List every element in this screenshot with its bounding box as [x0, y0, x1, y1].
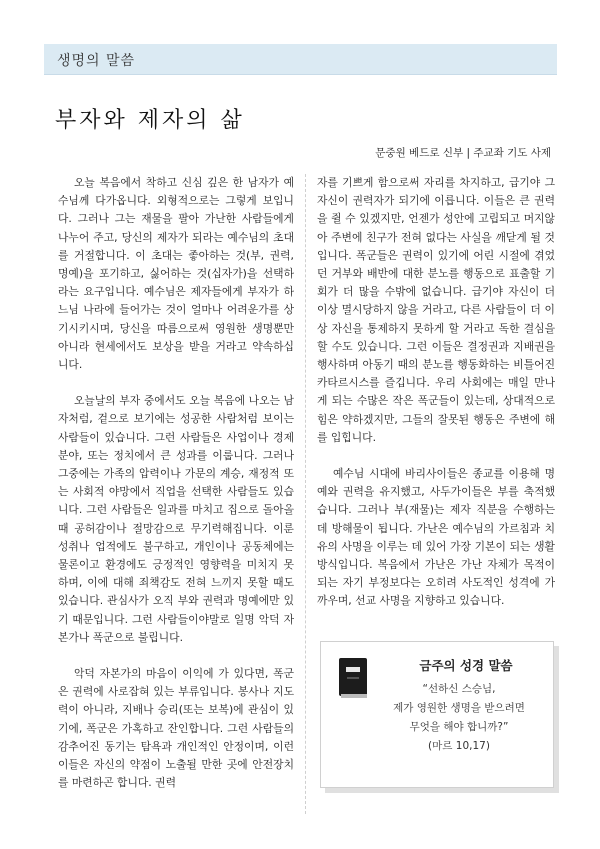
verse-box-title: 금주의 성경 말씀 [419, 658, 513, 673]
verse-quote [371, 680, 547, 756]
section-label: 생명의 말씀 [57, 53, 136, 69]
author-byline: 문중원 베드로 신부 | 주교좌 기도 사제 [375, 147, 551, 159]
column-divider [305, 174, 306, 814]
verse-reference: (마르 10,17) [428, 740, 490, 752]
paragraph: 예수님 시대에 바리사이들은 종교를 이용해 명예와 권력을 유지했고, 사두가이들은 부를 축적했습니다. 그러나 부(재물)는 제자 직분을 수행하는 데 방해물이 됩니다. 가난은 예수님의 가르침과 치유의 사명을 이루는 데 있어 가장 기본이 되는 생활 방식입니다. 복음에서 가난은 가난 자체가 목적이 되는 자기 부정보다는 오히려 사도적인 성격에 가까우며, 선교 사명을 지향하고 있습니다. [317, 467, 555, 608]
paragraph: 자를 기쁘게 함으로써 자리를 차지하고, 급기야 그 자신이 권력자가 되기에 이릅니다. 이들은 큰 권력을 쥘 수 있겠지만, 언젠가 성안에 고립되고 머지않아 주변에 친구가 전혀 없다는 사실을 깨닫게 될 것입니다. 폭군들은 권력이 있기에 어린 시절에 겪었던 거부와 배반에 대한 분노를 행동으로 표출할 기회가 더 많을 수밖에 없습니다. 급기야 자신이 더 이상 멸시당하지 않을 거라고, 다른 사람들이 더 이상 자신을 통제하지 못하게 할 거라고 독한 결심을 할 수도 있습니다. 그런 이들은 결정권과 지배권을 행사하며 아동기 때의 분노를 행동화하는 비틀어진 카타르시스를 즐깁니다. 우리 사회에는 매일 만나게 되는 수많은 작은 폭군들이 있는데, 상대적으로 힘은 약하겠지만, 그들의 잘못된 행동은 주변에 해를 입힙니다. [317, 176, 555, 444]
article-column-right [317, 174, 555, 611]
verse-line: “선하신 스승님, [422, 683, 496, 695]
article-title: 부자와 제자의 삶 [55, 108, 245, 133]
paragraph: 악덕 자본가의 마음이 이익에 가 있다면, 폭군은 권력에 사로잡혀 있는 부류입니다. 봉사나 지도력이 아니라, 지배나 승리(또는 보복)에 관심이 있기에, 폭군은 가혹하고 잔인합니다. 그런 사람들의 감추어진 동기는 탐욕과 개인적인 안정이며, 이런 이들은 자신의 약점이 노출될 만한 곳에 안전장치를 마련하곤 합니다. 권력 [58, 667, 294, 790]
weekly-verse-box [320, 641, 554, 788]
paragraph: 오늘날의 부자 중에서도 오늘 복음에 나오는 남자처럼, 겉으로 보기에는 성공한 사람처럼 보이는 사람들이 있습니다. 그런 사람들은 사업이나 경제 분야, 또는 정치에서 큰 성과를 이룹니다. 그러나 그중에는 가족의 압력이나 가문의 계승, 재정적 또는 사회적 야망에서 직업을 선택한 사람들도 있습니다. 그런 사람들은 일과를 마치고 집으로 돌아올 때 공허감이나 절망감으로 무기력해집니다. 이룬 성취나 업적에도 불구하고, 개인이나 공동체에는 물론이고 환경에도 긍정적인 영향력을 미치지 못하며, 이에 대해 죄책감도 전혀 느끼지 못할 때도 있습니다. 관심사가 오직 부와 권력과 명예에만 있기 때문입니다. 그런 사람들이야말로 일명 악덕 자본가나 폭군으로 불립니다. [58, 394, 294, 644]
verse-line: 제가 영원한 생명을 받으려면 [393, 702, 525, 714]
verse-line: 무엇을 해야 합니까?” [409, 721, 509, 733]
paragraph: 오늘 복음에서 착하고 신심 깊은 한 남자가 예수님께 다가옵니다. 외형적으로는 그렇게 보입니다. 그러나 그는 재물을 팔아 가난한 사람들에게 나누어 주고, 당신의 제자가 되라는 예수님의 초대를 거절합니다. 이 초대는 좋아하는 것(부, 권력, 명예)을 포기하고, 싫어하는 것(십자가)을 선택하라는 요구입니다. 예수님은 제자들에게 부자가 하느님 나라에 들어가는 것이 얼마나 어려운가를 상기시키시며, 당신을 따름으로써 영원한 생명뿐만 아니라 현세에서도 보상을 받을 거라고 약속하십니다. [58, 176, 294, 372]
article-column-left [58, 174, 294, 793]
bible-icon [335, 656, 371, 700]
